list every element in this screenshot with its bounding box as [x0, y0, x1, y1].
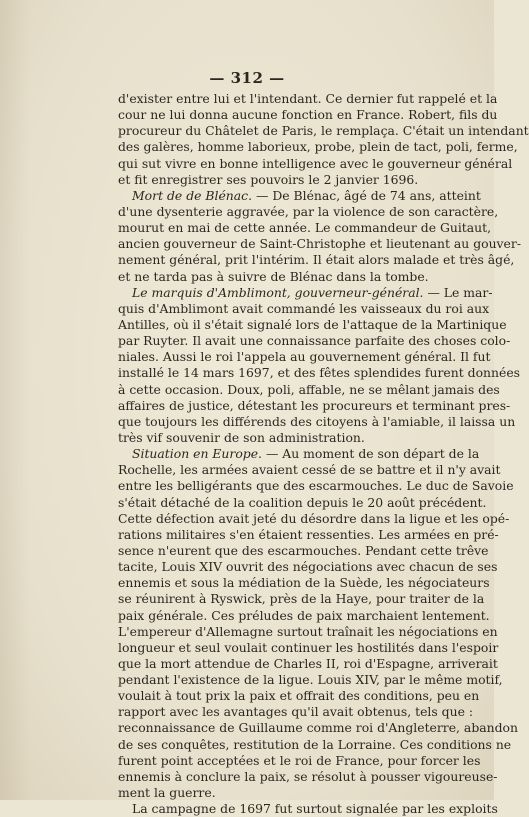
- line-text: furent point acceptées et le roi de France, pour forcer les: [118, 752, 481, 768]
- text-line: [118, 575, 490, 591]
- text-line: [118, 672, 503, 688]
- line-text: reconnaissance de Guillaume comme roi d'Angleterre, abandon: [118, 720, 518, 736]
- line-text: ancien gouverneur de Saint-Christophe et lieutenant au gouver-: [118, 236, 522, 252]
- line-text: pendant l'existence de la ligue. Louis XIV, par le même motif,: [118, 672, 503, 688]
- line-text: tacite, Louis XIV ouvrit des négociations avec chacun de ses: [118, 559, 498, 575]
- text-line: [118, 139, 518, 155]
- line-text: mourut en mai de cette année. Le commandeur de Guitaut,: [118, 220, 492, 236]
- text-line: [118, 172, 453, 188]
- line-text: se réunirent à Ryswick, près de la Haye, pour traiter de la: [118, 591, 485, 607]
- line-text: Cette défection avait jeté du désordre dans la ligue et les opé-: [118, 510, 510, 526]
- text-line: [118, 316, 507, 333]
- text-line: [118, 236, 522, 252]
- text-line: [118, 704, 474, 720]
- text-line: [118, 478, 514, 494]
- line-text: de ses conquêtes, restitution de la Lorraine. Ces conditions ne: [118, 736, 512, 752]
- line-text: longueur et seul voulait continuer les hostilités dans l'espoir: [118, 639, 499, 655]
- text-line: [118, 526, 499, 543]
- text-line: [118, 510, 510, 527]
- line-text: paix générale. Ces préludes de paix marchaient lentement.: [118, 607, 490, 623]
- text-line: [118, 107, 498, 123]
- line-text: d'une dysenterie aggravée, par la violence de son caractère,: [118, 203, 499, 219]
- paragraph-lead-heading: Situation en Europe.: [132, 446, 262, 462]
- text-line: [118, 365, 521, 381]
- text-line: [118, 462, 501, 478]
- text-line: [118, 639, 499, 656]
- text-line: [118, 284, 493, 301]
- text-line: [118, 430, 453, 446]
- text-line: [118, 446, 480, 462]
- line-text: très vif souvenir de son administration.: [118, 429, 365, 445]
- line-text: Rochelle, les armées avaient cessé de se battre et il n'y avait: [118, 462, 501, 478]
- text-line: [118, 220, 492, 236]
- line-text: par Ruyter. Il avait une connaissance parfaite des choses colo-: [118, 333, 511, 349]
- line-text: — De Blénac, âgé de 74 ans, atteint: [256, 187, 481, 203]
- line-text: L'empereur d'Allemagne surtout traînait les négociations en: [118, 623, 498, 639]
- text-line: [118, 494, 487, 511]
- line-text: cour ne lui donna aucune fonction en France. Robert, fils du: [118, 107, 498, 123]
- line-text: La campagne de 1697 fut surtout signalée par les exploits: [132, 801, 498, 817]
- line-text: procureur du Châtelet de Paris, le remplaça. C'était un intendant: [118, 123, 529, 139]
- text-line: [118, 801, 498, 817]
- line-text: d'exister entre lui et l'intendant. Ce dernier fut rappelé et la: [118, 91, 498, 106]
- line-text: ennemis et sous la médiation de la Suède, les négociateurs: [118, 575, 490, 591]
- line-text: et ne tarda pas à suivre de Blénac dans la tombe.: [118, 268, 429, 284]
- text-line: [118, 623, 498, 640]
- text-line: [118, 591, 485, 607]
- text-line: [118, 752, 481, 769]
- line-text: voulait à tout prix la paix et offrait des conditions, peu en: [118, 688, 480, 704]
- text-line: [118, 123, 529, 139]
- text-line: [118, 413, 516, 430]
- line-text: — Au moment de son départ de la: [265, 446, 480, 462]
- text-line: [118, 203, 499, 220]
- line-text: niales. Aussi le roi l'appela au gouvernement général. Il fut: [118, 349, 491, 365]
- text-line: [118, 381, 500, 398]
- text-line: [118, 720, 518, 736]
- line-text: s'était détaché de la coalition depuis le 20 août précédent.: [118, 494, 487, 510]
- line-text: affaires de justice, détestant les procureurs et terminant pres-: [118, 397, 511, 413]
- text-line: [118, 688, 480, 704]
- line-text: que la mort attendue de Charles II, roi d'Espagne, arriverait: [118, 655, 498, 671]
- line-text: des galères, homme laborieux, probe, plein de tact, poli, ferme,: [118, 139, 518, 155]
- text-line: [118, 736, 512, 753]
- text-line: [118, 155, 513, 172]
- binding-shadow: [0, 0, 30, 800]
- text-line: [118, 91, 498, 107]
- text-line: [118, 655, 498, 672]
- line-text: Antilles, où il s'était signalé lors de l'attaque de la Martinique: [118, 316, 507, 332]
- line-text: — Le mar-: [427, 284, 493, 300]
- line-text: sence n'eurent que des escarmouches. Pendant cette trêve: [118, 542, 489, 558]
- text-line: [118, 559, 498, 575]
- line-text: installé le 14 mars 1697, et des fêtes splendides furent données: [118, 365, 521, 381]
- text-line: [118, 785, 453, 801]
- paragraph-lead-heading: Mort de de Blénac.: [132, 187, 253, 203]
- line-text: que toujours les différends des citoyens à l'amiable, il laissa un: [118, 413, 516, 429]
- text-line: [118, 397, 511, 414]
- text-line: [118, 252, 515, 268]
- line-text: et fit enregistrer ses pouvoirs le 2 janvier 1696.: [118, 171, 419, 187]
- line-text: rations militaires s'en étaient ressenties. Les armées en pré-: [118, 526, 499, 542]
- text-line: [118, 269, 453, 285]
- text-line: [118, 349, 491, 365]
- text-line: [118, 542, 489, 559]
- text-line: [118, 768, 498, 785]
- line-text: à cette occasion. Doux, poli, affable, ne se mêlant jamais des: [118, 381, 500, 397]
- text-line: [118, 300, 490, 317]
- page-number: — 312 —: [209, 69, 285, 87]
- line-text: qui sut vivre en bonne intelligence avec le gouverneur général: [118, 155, 513, 171]
- line-text: ment la guerre.: [118, 785, 216, 801]
- text-line: [118, 607, 490, 624]
- line-text: entre les belligérants que des escarmouches. Le duc de Savoie: [118, 478, 514, 494]
- line-text: rapport avec les avantages qu'il avait obtenus, tels que :: [118, 704, 474, 720]
- text-line: [118, 187, 481, 204]
- line-text: ennemis à conclure la paix, se résolut à pousser vigoureuse-: [118, 768, 498, 784]
- body-text: [118, 91, 529, 817]
- line-text: quis d'Amblimont avait commandé les vaisseaux du roi aux: [118, 300, 490, 316]
- paragraph-lead-heading: Le marquis d'Amblimont, gouverneur-général.: [132, 284, 424, 300]
- line-text: nement général, prit l'intérim. Il était alors malade et très âgé,: [118, 252, 515, 268]
- text-line: [118, 333, 511, 349]
